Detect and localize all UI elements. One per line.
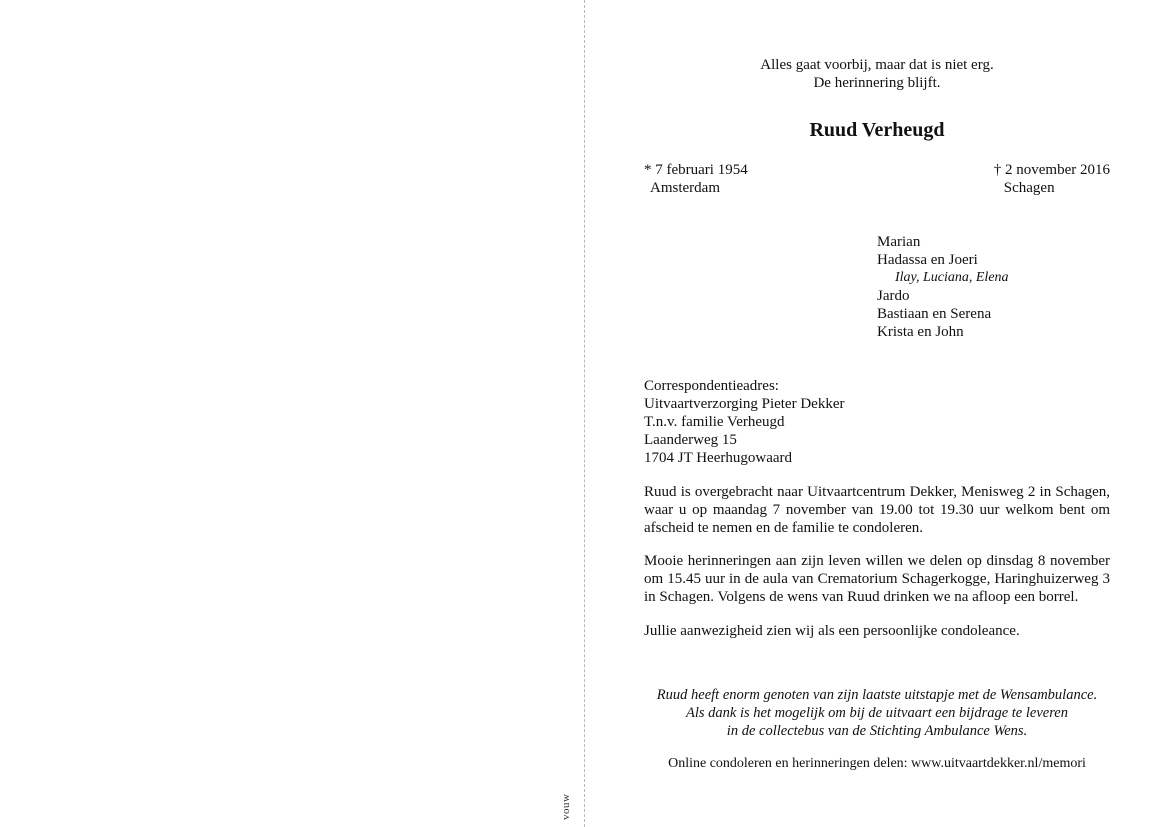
family-member: Bastiaan en Serena xyxy=(877,306,992,322)
online-condolence-link: Online condoleren en herinneringen delen: www.uitvaartdekker.nl/memori xyxy=(668,756,1086,771)
card-right-page xyxy=(644,0,1110,827)
death-place: Schagen xyxy=(1003,180,1055,196)
tribute-line-3: in de collectebus van de Stichting Ambulance Wens. xyxy=(726,723,1028,739)
fold-label: vouw xyxy=(560,793,572,820)
birth-info xyxy=(644,161,748,197)
family-member: Marian xyxy=(877,234,921,250)
viewing-paragraph: Ruud is overgebracht naar Uitvaartcentrum Dekker, Menisweg 2 in Schagen, waar u op maandag 7 november van 19.00 tot 19.30 uur welkom bent om afscheid te nemen en de familie te condoleren. xyxy=(644,484,1110,536)
motto-line-1: Alles gaat voorbij, maar dat is niet erg. xyxy=(760,57,994,73)
tribute-line-1: Ruud heeft enorm genoten van zijn laatste uitstapje met de Wensambulance. xyxy=(656,687,1098,703)
presence-paragraph: Jullie aanwezigheid zien wij als een persoonlijke condoleance. xyxy=(644,623,1020,639)
fold-line xyxy=(584,0,585,827)
ceremony-paragraph: Mooie herinneringen aan zijn leven willen we delen op dinsdag 8 november om 15.45 uur in de aula van Crematorium Schagerkogge, Haringhuizerweg 3 in Schagen. Volgens de wens van Ruud drinken we na afloop een borrel. xyxy=(644,553,1110,605)
death-date: † 2 november 2016 xyxy=(993,162,1110,178)
death-info xyxy=(994,161,1110,197)
family-member: Jardo xyxy=(877,288,910,304)
address-line: T.n.v. familie Verheugd xyxy=(644,414,785,430)
family-list xyxy=(877,233,1009,341)
grandchildren: Ilay, Luciana, Elena xyxy=(895,270,1009,285)
birth-date: * 7 februari 1954 xyxy=(644,162,748,178)
birth-place: Amsterdam xyxy=(650,180,720,196)
deceased-name: Ruud Verheugd xyxy=(809,119,945,141)
address-line: 1704 JT Heerhugowaard xyxy=(644,450,793,466)
motto xyxy=(644,56,1110,92)
motto-line-2: De herinnering blijft. xyxy=(813,75,941,91)
address-heading: Correspondentieadres: xyxy=(644,378,779,394)
tribute-note xyxy=(644,686,1110,740)
address-line: Uitvaartverzorging Pieter Dekker xyxy=(644,396,845,412)
correspondence-address xyxy=(644,377,844,467)
address-line: Laanderweg 15 xyxy=(644,432,737,448)
family-member: Krista en John xyxy=(877,324,964,340)
family-member: Hadassa en Joeri xyxy=(877,252,978,268)
tribute-line-2: Als dank is het mogelijk om bij de uitvaart een bijdrage te leveren xyxy=(685,705,1068,721)
